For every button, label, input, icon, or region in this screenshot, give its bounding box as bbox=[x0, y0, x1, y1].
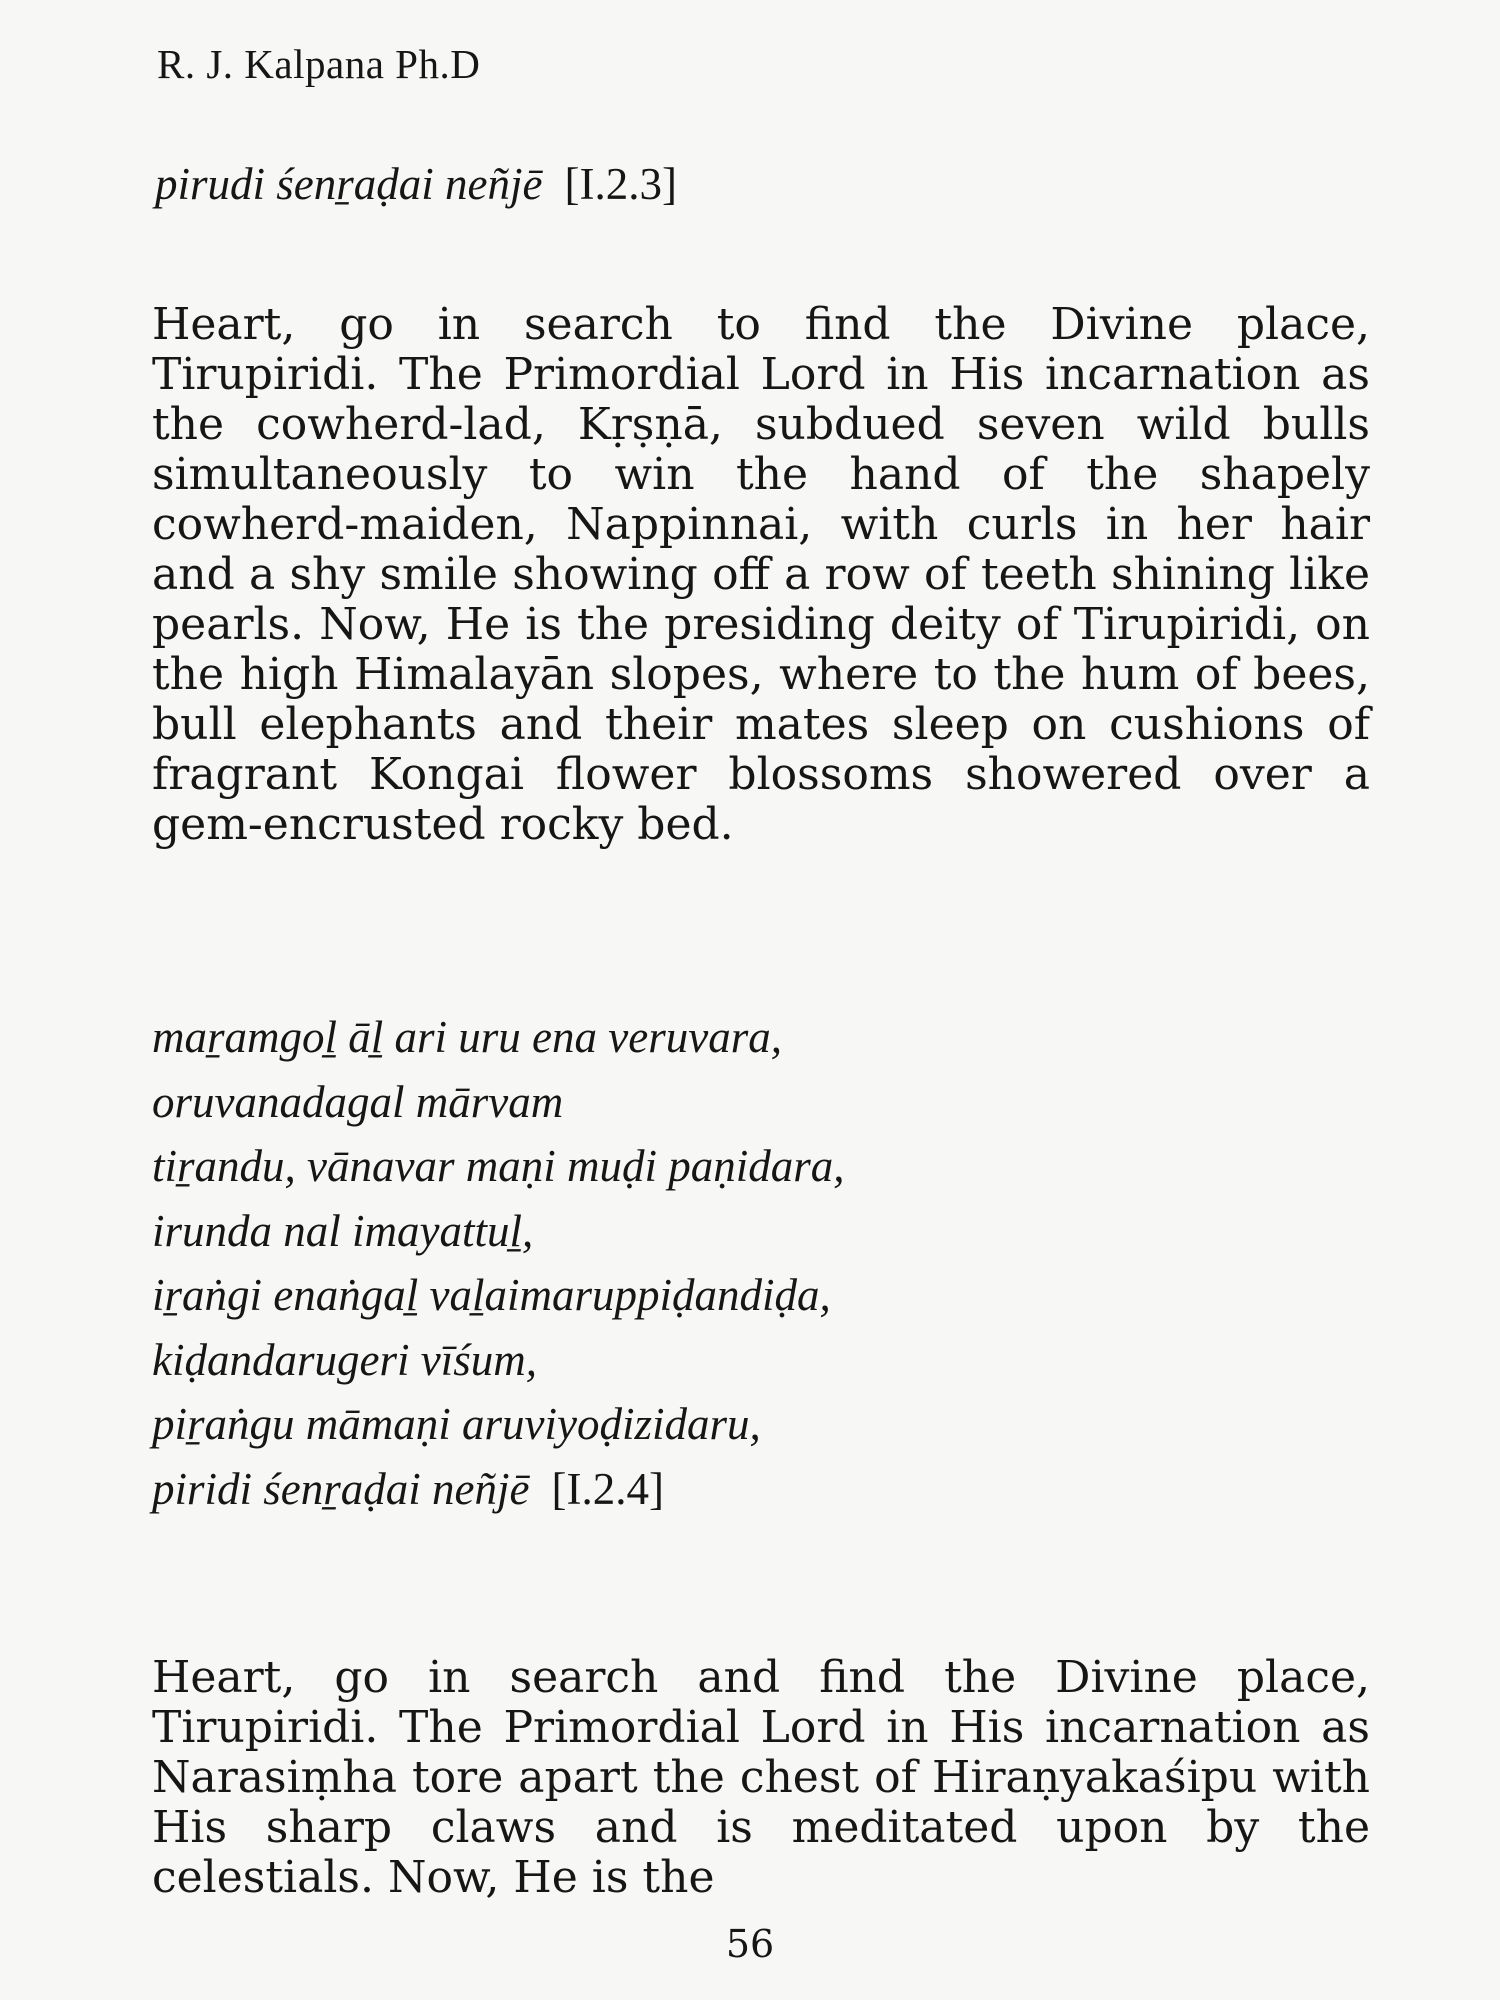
verse-line-1-2-3 bbox=[155, 158, 677, 210]
page-number: 56 bbox=[725, 1922, 775, 1966]
verse-line: kiḍandarugeri vīśum, bbox=[152, 1334, 537, 1385]
verse-line-last bbox=[152, 1457, 1392, 1522]
verse-text: pirudi śenṟaḍai neñjē bbox=[155, 159, 543, 209]
translation-paragraph-2: Heart, go in search and find the Divine place, Tirupiridi. The Primordial Lord in His incarnation as Narasiṃha tore apart the chest of Hiraṇyakaśipu with His sharp claws and is meditated upon by the celestials. Now, He is the bbox=[152, 1652, 1370, 1903]
verse-line: tiṟandu, vānavar maṇi muḍi paṇidara, bbox=[152, 1141, 845, 1191]
verse-line: maṟamgoḻ āḻ ari uru ena veruvara, bbox=[152, 1012, 782, 1062]
verse-reference: [I.2.3] bbox=[564, 159, 677, 209]
verse-1-2-4 bbox=[152, 1005, 1392, 1521]
translation-paragraph-1: Heart, go in search to find the Divine place, Tirupiridi. The Primordial Lord in His incarnation as the cowherd-lad, Kṛṣṇā, subdued seven wild bulls simultaneously to win the hand of the shapely cowherd-maiden, Nappinnai, with curls in her hair and a shy smile showing off a row of teeth shining like pearls. Now, He is the presiding deity of Tirupiridi, on the high Himalayān slopes, where to the hum of bees, bull elephants and their mates sleep on cushions of fragrant Kongai flower blossoms showered over a gem-encrusted rocky bed. bbox=[152, 299, 1370, 850]
verse-line: irunda nal imayattuḻ, bbox=[152, 1205, 534, 1256]
running-head: R. J. Kalpana Ph.D bbox=[157, 41, 481, 87]
verse-line: iṟaṅgi enaṅgaḻ vaḻaimaruppiḍandiḍa, bbox=[152, 1270, 831, 1320]
verse-line: piṟaṅgu māmaṇi aruviyoḍizidaru, bbox=[152, 1399, 761, 1449]
verse-text: piridi śenṟaḍai neñjē bbox=[152, 1463, 530, 1514]
verse-reference: [I.2.4] bbox=[551, 1463, 664, 1514]
verse-line: oruvanadagal mārvam bbox=[152, 1076, 564, 1127]
